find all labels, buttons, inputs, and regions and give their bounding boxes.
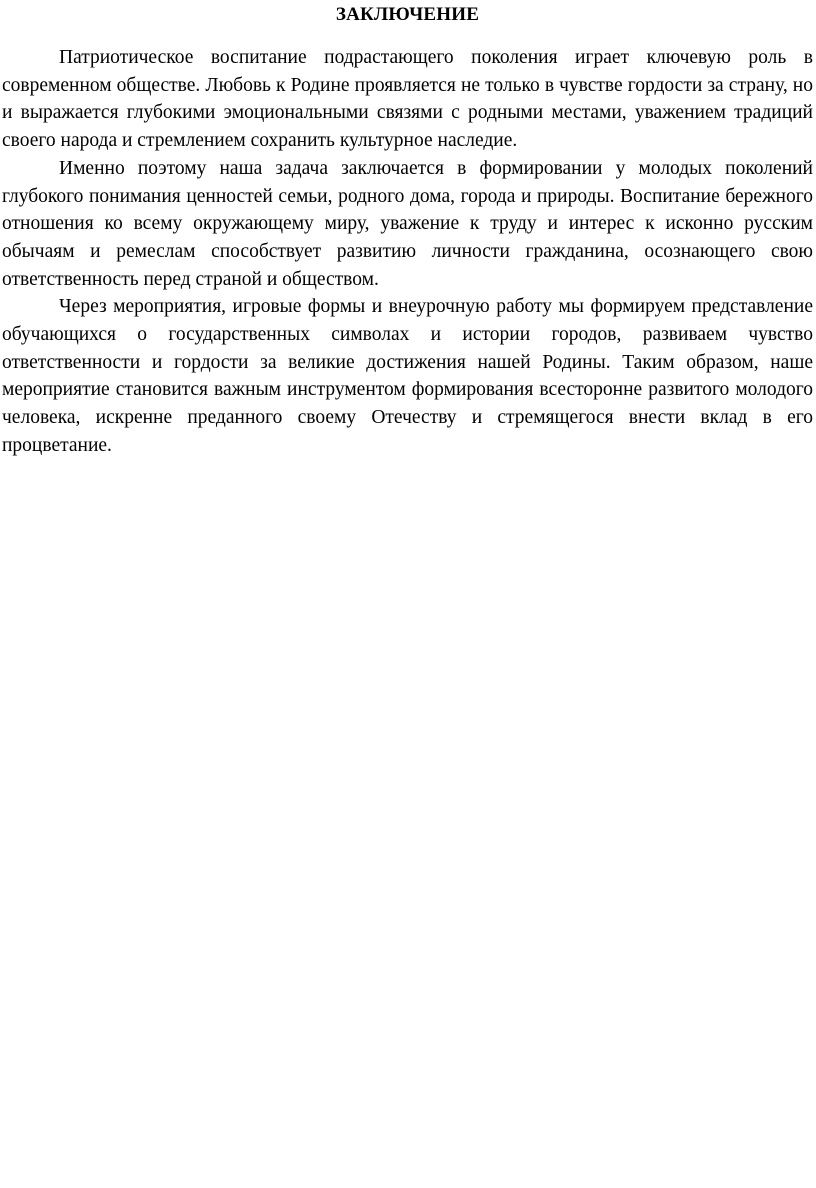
paragraph-2: Именно поэтому наша задача заключается в формировании у молодых поколений глубокого понимания ценностей семьи, родного дома, города и природы. Воспитание бережного отношения ко всему окружающему миру, уважение к труду и интерес к исконно русским обычаям и ремеслам способствует развитию личности гражданина, осознающего свою ответственность перед страной и обществом. bbox=[2, 157, 813, 290]
paragraph-3: Через мероприятия, игровые формы и внеурочную работу мы формируем представление обучающихся о государственных символах и истории городов, развиваем чувство ответственности и гордости за великие достижения нашей Родины. Таким образом, наше мероприятие становится важным инструментом формирования всесторонне развитого молодого человека, искренне преданного своему Отечеству и стремящегося внести вклад в его процветание. bbox=[2, 296, 813, 456]
paragraph-1: Патриотическое воспитание подрастающего поколения играет ключевую роль в современном обществе. Любовь к Родине проявляется не только в чувстве гордости за страну, но и выражается глубокими эмоциональными связями с родными местами, уважением традиций своего народа и стремлением сохранить культурное наследие. bbox=[2, 47, 813, 152]
document-title: ЗАКЛЮЧЕНИЕ bbox=[335, 4, 480, 25]
title-block bbox=[2, 3, 813, 44]
